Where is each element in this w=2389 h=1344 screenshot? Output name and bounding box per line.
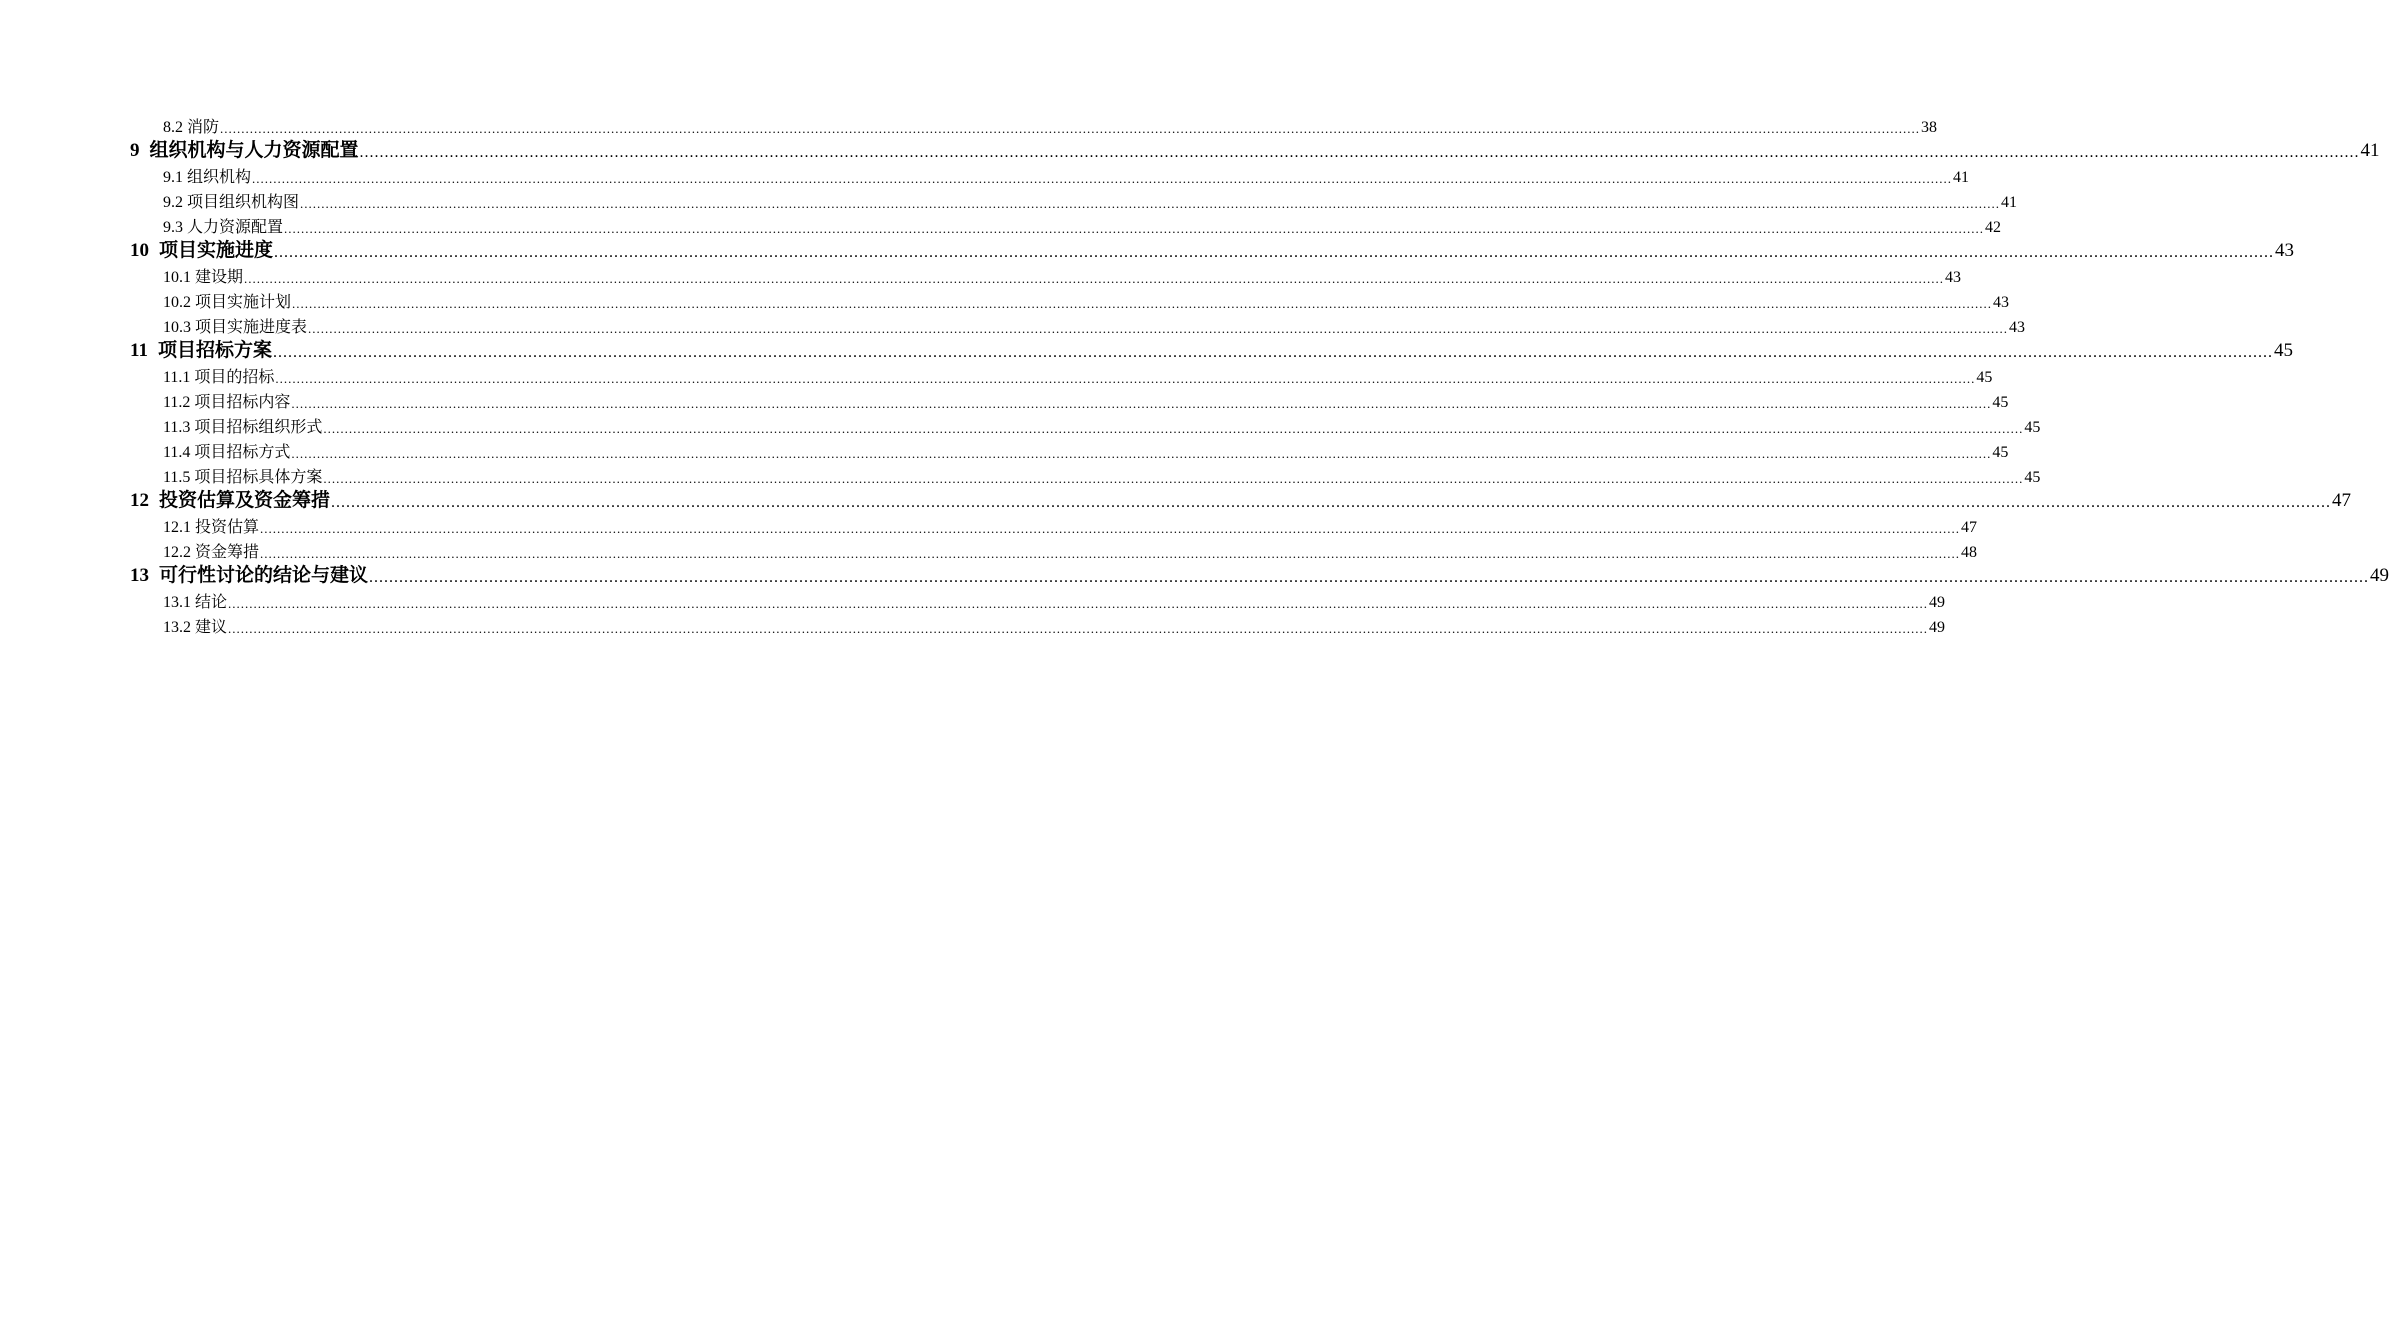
- toc-entry-number: 11.5: [163, 469, 191, 486]
- toc-dot-leader: ................................................................................................................................................................................................................................................................................................................................................................................................................: [291, 446, 1992, 461]
- toc-section-entry[interactable]: [130, 462, 2041, 487]
- toc-dot-leader: ................................................................................................................................................................................................................................................................................................................................................................................................................: [274, 244, 2275, 261]
- toc-section-entry[interactable]: [130, 187, 2018, 212]
- toc-page-number: 43: [1945, 269, 1962, 286]
- toc-section-entry[interactable]: [130, 162, 1970, 187]
- toc-entry-number: 9.3: [163, 219, 183, 236]
- toc-entry-number: 12: [130, 490, 149, 511]
- toc-entry-number: 13: [130, 565, 149, 586]
- toc-entry-number: 9.2: [163, 194, 183, 211]
- toc-chapter-entry[interactable]: [130, 337, 2293, 362]
- toc-dot-leader: ................................................................................................................................................................................................................................................................................................................................................................................................................: [244, 271, 1945, 286]
- toc-entry-title: 建设期: [195, 269, 244, 286]
- toc-page-number: 42: [1985, 219, 2002, 236]
- toc-entry-title: 项目组织机构图: [187, 194, 300, 211]
- toc-dot-leader: ................................................................................................................................................................................................................................................................................................................................................................................................................: [284, 221, 1985, 236]
- toc-chapter-entry[interactable]: [130, 487, 2352, 512]
- toc-dot-leader: ................................................................................................................................................................................................................................................................................................................................................................................................................: [291, 396, 1992, 411]
- table-of-contents: [130, 112, 2389, 637]
- toc-entry-title: 人力资源配置: [187, 219, 284, 236]
- toc-section-entry[interactable]: [130, 537, 1978, 562]
- toc-section-entry[interactable]: [130, 512, 1978, 537]
- toc-entry-title: 结论: [195, 594, 228, 611]
- toc-page-number: 41: [2001, 194, 2018, 211]
- toc-chapter-entry[interactable]: [130, 562, 2389, 587]
- toc-page-number: 47: [1961, 519, 1978, 536]
- toc-dot-leader: ................................................................................................................................................................................................................................................................................................................................................................................................................: [308, 321, 2009, 336]
- toc-entry-number: 11.4: [163, 444, 191, 461]
- toc-entry-title: 项目的招标: [194, 369, 275, 386]
- toc-page-number: 47: [2332, 490, 2352, 511]
- toc-dot-leader: ................................................................................................................................................................................................................................................................................................................................................................................................................: [323, 421, 2024, 436]
- toc-section-entry[interactable]: [130, 287, 2010, 312]
- toc-dot-leader: ................................................................................................................................................................................................................................................................................................................................................................................................................: [331, 494, 2332, 511]
- toc-section-entry[interactable]: [130, 312, 2026, 337]
- toc-dot-leader: ................................................................................................................................................................................................................................................................................................................................................................................................................: [369, 569, 2370, 586]
- toc-section-entry[interactable]: [130, 412, 2041, 437]
- toc-entry-title: 项目招标方式: [194, 444, 291, 461]
- toc-entry-title: 组织机构与人力资源配置: [149, 140, 359, 161]
- toc-page-number: 41: [1953, 169, 1970, 186]
- toc-page-number: 41: [2360, 140, 2380, 161]
- toc-entry-number: 11: [130, 340, 148, 361]
- toc-entry-number: 9.1: [163, 169, 183, 186]
- toc-entry-number: 12.2: [163, 544, 191, 561]
- toc-chapter-entry[interactable]: [130, 237, 2295, 262]
- toc-page-number: 38: [1921, 119, 1938, 136]
- toc-entry-title: 投资估算及资金筹措: [159, 490, 331, 511]
- toc-entry-title: 项目招标组织形式: [194, 419, 323, 436]
- toc-entry-title: 建议: [195, 619, 228, 636]
- toc-section-entry[interactable]: [130, 587, 1946, 612]
- toc-entry-title: 消防: [187, 119, 220, 136]
- toc-section-entry[interactable]: [130, 362, 1993, 387]
- toc-entry-number: 11.3: [163, 419, 191, 436]
- toc-page-number: 45: [1992, 394, 2009, 411]
- toc-section-entry[interactable]: [130, 612, 1946, 637]
- toc-entry-number: 10: [130, 240, 149, 261]
- toc-entry-number: 13.1: [163, 594, 191, 611]
- toc-page-number: 45: [2024, 419, 2041, 436]
- toc-dot-leader: ................................................................................................................................................................................................................................................................................................................................................................................................................: [292, 296, 1993, 311]
- toc-section-entry[interactable]: [130, 212, 2002, 237]
- toc-entry-title: 项目实施进度表: [195, 319, 308, 336]
- toc-page-number: 49: [2370, 565, 2389, 586]
- toc-dot-leader: ................................................................................................................................................................................................................................................................................................................................................................................................................: [300, 196, 2001, 211]
- toc-entry-title: 项目招标内容: [194, 394, 291, 411]
- toc-dot-leader: ................................................................................................................................................................................................................................................................................................................................................................................................................: [220, 121, 1921, 136]
- toc-dot-leader: ................................................................................................................................................................................................................................................................................................................................................................................................................: [260, 521, 1961, 536]
- toc-dot-leader: ................................................................................................................................................................................................................................................................................................................................................................................................................: [323, 471, 2024, 486]
- toc-entry-number: 10.3: [163, 319, 191, 336]
- toc-section-entry[interactable]: [130, 112, 1938, 137]
- toc-entry-title: 项目招标方案: [157, 340, 272, 361]
- toc-entry-number: 13.2: [163, 619, 191, 636]
- toc-dot-leader: ................................................................................................................................................................................................................................................................................................................................................................................................................: [359, 144, 2360, 161]
- toc-entry-number: 11.2: [163, 394, 191, 411]
- toc-entry-title: 投资估算: [195, 519, 260, 536]
- toc-chapter-entry[interactable]: [130, 137, 2380, 162]
- toc-page-number: 49: [1929, 594, 1946, 611]
- toc-dot-leader: ................................................................................................................................................................................................................................................................................................................................................................................................................: [272, 344, 2273, 361]
- toc-dot-leader: ................................................................................................................................................................................................................................................................................................................................................................................................................: [275, 371, 1976, 386]
- toc-entry-number: 11.1: [163, 369, 191, 386]
- toc-page-number: 45: [2024, 469, 2041, 486]
- toc-dot-leader: ................................................................................................................................................................................................................................................................................................................................................................................................................: [228, 621, 1929, 636]
- toc-entry-number: 10.2: [163, 294, 191, 311]
- toc-entry-number: 12.1: [163, 519, 191, 536]
- toc-dot-leader: ................................................................................................................................................................................................................................................................................................................................................................................................................: [228, 596, 1929, 611]
- toc-entry-title: 项目实施进度: [159, 240, 274, 261]
- toc-entry-number: 9: [130, 140, 140, 161]
- toc-entry-title: 项目实施计划: [195, 294, 292, 311]
- toc-page-number: 45: [1992, 444, 2009, 461]
- toc-entry-number: 8.2: [163, 119, 183, 136]
- toc-entry-number: 10.1: [163, 269, 191, 286]
- toc-dot-leader: ................................................................................................................................................................................................................................................................................................................................................................................................................: [260, 546, 1961, 561]
- toc-section-entry[interactable]: [130, 387, 2009, 412]
- toc-dot-leader: ................................................................................................................................................................................................................................................................................................................................................................................................................: [252, 171, 1953, 186]
- toc-entry-title: 组织机构: [187, 169, 252, 186]
- toc-page-number: 45: [1976, 369, 1993, 386]
- toc-entry-title: 可行性讨论的结论与建议: [159, 565, 369, 586]
- toc-page-number: 48: [1961, 544, 1978, 561]
- toc-entry-title: 资金筹措: [195, 544, 260, 561]
- toc-entry-title: 项目招标具体方案: [194, 469, 323, 486]
- toc-page-number: 43: [1993, 294, 2010, 311]
- toc-section-entry[interactable]: [130, 262, 1962, 287]
- toc-page-number: 43: [2009, 319, 2026, 336]
- toc-section-entry[interactable]: [130, 437, 2009, 462]
- toc-page-number: 45: [2273, 340, 2293, 361]
- toc-page-number: 43: [2275, 240, 2295, 261]
- toc-page-number: 49: [1929, 619, 1946, 636]
